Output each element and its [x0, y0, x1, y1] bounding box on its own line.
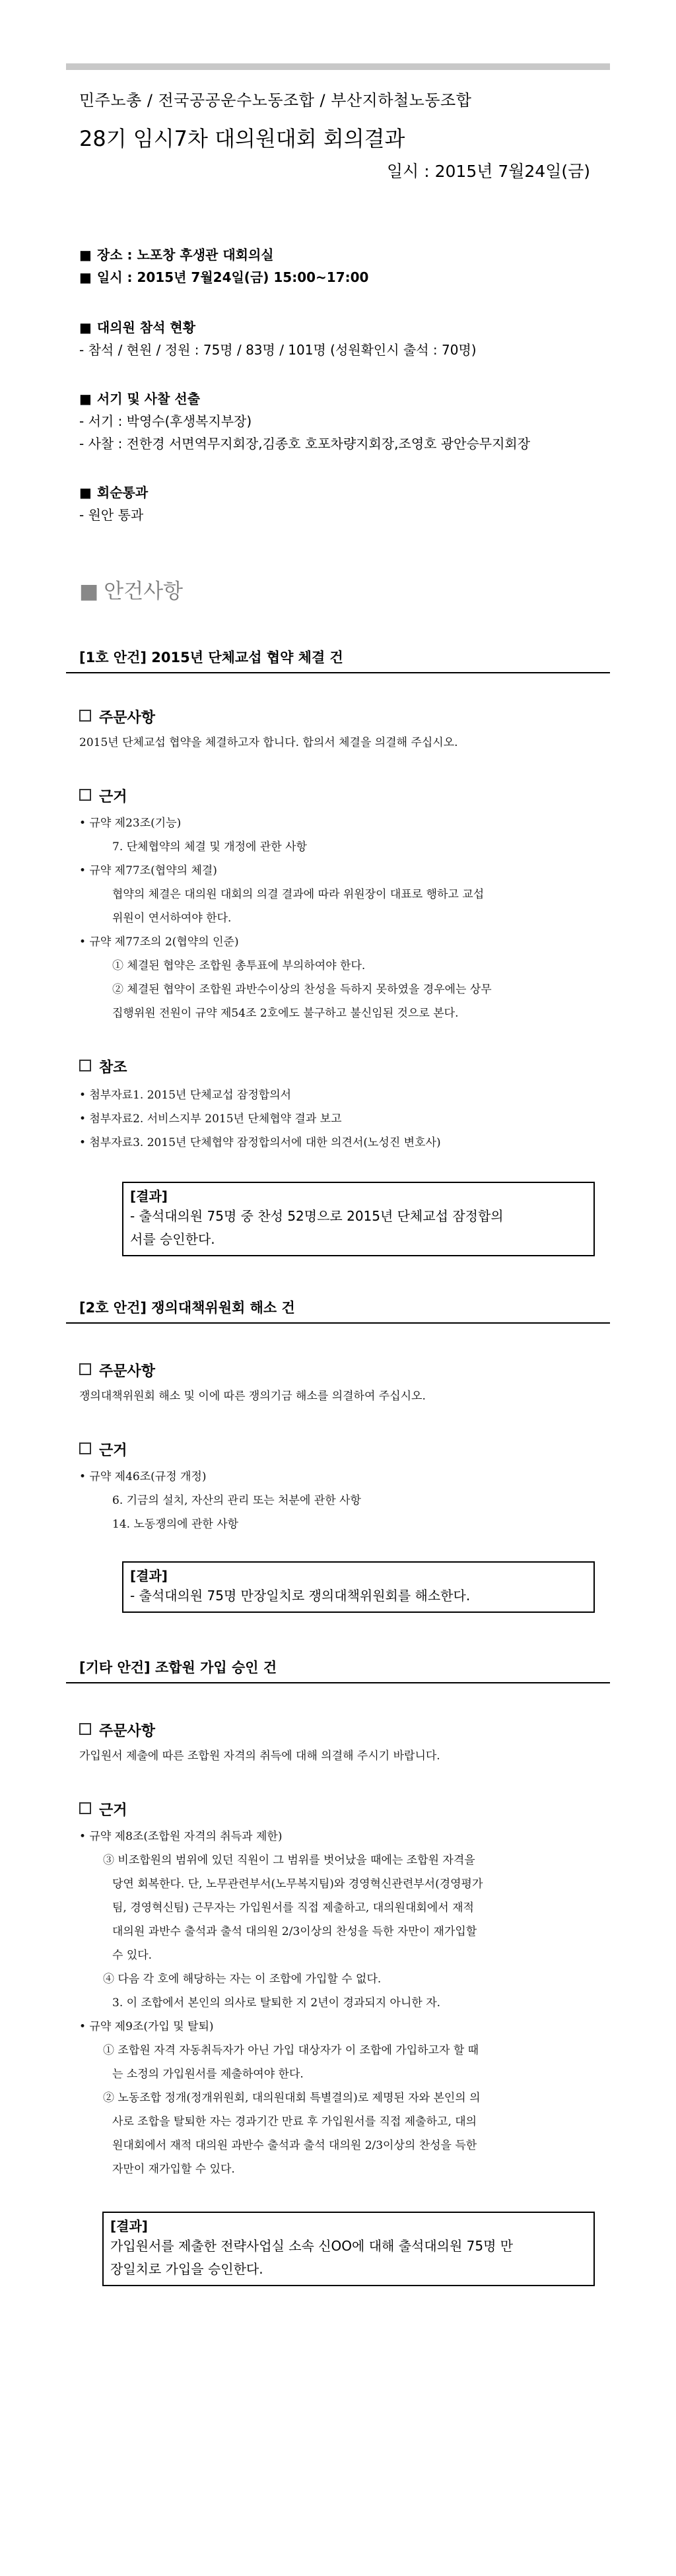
minutes-heading: ■ 회순통과 [79, 482, 148, 501]
info-time: ■ 일시 : 2015년 7월24일(금) 15:00~17:00 [79, 267, 368, 286]
secretary-text: - 서기 : 박영수(후생복지부장) [79, 413, 252, 429]
result-line: 장일치로 가입을 승인한다. [110, 2261, 263, 2277]
result-line: - 출석대의원 75명 만장일치로 쟁의대책위원회를 해소한다. [130, 1588, 471, 1604]
list-item: ① 조합원 자격 자동취득자가 아닌 가입 대상자가 이 조합에 가입하고자 할 때 [103, 2044, 479, 2057]
list-item: 는 소정의 가입원서를 제출하여야 한다. [112, 2068, 304, 2081]
agenda1-basis-heading: 근거 [79, 786, 127, 806]
list-item: 7. 단체협약의 체결 및 개정에 관한 사항 [112, 840, 307, 854]
agenda1-title: [1호 안건] 2015년 단체교섭 협약 체결 건 [79, 650, 343, 665]
result-title: [결과] [130, 1188, 168, 1204]
list-item: • 규약 제77조(협약의 체결) [79, 864, 217, 877]
attendance-text: - 참석 / 현원 / 정원 : 75명 / 83명 / 101명 (성원확인시 출석 : 70명) [79, 342, 477, 358]
agenda3-underline [66, 1682, 610, 1683]
list-item: 3. 이 조합에서 본인의 의사로 탈퇴한 지 2년이 경과되지 아니한 자. [112, 1996, 441, 2010]
agenda2-main-text: 쟁의대책위원회 해소 및 이에 따른 쟁의기금 해소를 의결하여 주십시오. [79, 1390, 426, 1403]
agenda1-underline [66, 672, 610, 673]
list-item: 대의원 과반수 출석과 출석 대의원 2/3이상의 찬성을 득한 자만이 재가입할 [112, 1925, 477, 1938]
inspector-text: - 사찰 : 전한경 서면역무지회장,김종호 호포차량지회장,조영호 광안승무지회장 [79, 436, 531, 452]
agenda1-ref-heading: 참조 [79, 1056, 127, 1077]
agenda3-result-box [102, 2212, 595, 2286]
result-line: - 출석대의원 75명 중 찬성 52명으로 2015년 단체교섭 잠정합의 [130, 1208, 504, 1224]
document-title: 28기 임시7차 대의원대회 회의결과 [79, 126, 405, 151]
agenda3-basis-heading: 근거 [79, 1799, 127, 1819]
list-item: • 첨부자료2. 서비스지부 2015년 단체협약 결과 보고 [79, 1112, 342, 1126]
agenda1-result-box [122, 1182, 595, 1256]
list-item: 집행위원 전원이 규약 제54조 2호에도 불구하고 불신임된 것으로 본다. [112, 1007, 459, 1020]
list-item: 팀, 경영혁신팀) 근무자는 가입원서를 직접 제출하고, 대의원대회에서 재적 [112, 1901, 474, 1915]
list-item: • 첨부자료1. 2015년 단체교섭 잠정합의서 [79, 1089, 292, 1102]
organization-line: 민주노총 / 전국공공운수노동조합 / 부산지하철노동조합 [79, 91, 472, 110]
result-title: [결과] [110, 2218, 148, 2234]
list-item: • 규약 제9조(가입 및 탈퇴) [79, 2020, 214, 2033]
result-line: 가입원서를 제출한 전략사업실 소속 신OO에 대해 출석대의원 75명 만 [110, 2238, 514, 2254]
agenda2-title: [2호 안건] 쟁의대책위원회 해소 건 [79, 1300, 295, 1316]
list-item: 위원이 연서하여야 한다. [112, 912, 232, 925]
list-item: ④ 다음 각 호에 해당하는 자는 이 조합에 가입할 수 없다. [103, 1973, 382, 1986]
agenda1-main-heading: 주문사항 [79, 706, 155, 727]
list-item: • 첨부자료3. 2015년 단체협약 잠정합의서에 대한 의견서(노성진 변호사) [79, 1136, 441, 1149]
agenda2-underline [66, 1322, 610, 1324]
election-heading: ■ 서기 및 사찰 선출 [79, 388, 200, 407]
list-item: 원대회에서 재적 대의원 과반수 출석과 출석 대의원 2/3이상의 찬성을 득한 [112, 2139, 477, 2152]
list-item: 사로 조합을 탈퇴한 자는 경과기간 만료 후 가입원서를 직접 제출하고, 대의 [112, 2115, 477, 2128]
list-item: 협약의 체결은 대의원 대회의 의결 결과에 따라 위원장이 대표로 행하고 교섭 [112, 888, 485, 901]
agenda2-result-box [122, 1561, 595, 1613]
list-item: ③ 비조합원의 범위에 있던 직원이 그 범위를 벗어났을 때에는 조합원 자격을 [103, 1854, 475, 1867]
agenda2-basis-heading: 근거 [79, 1439, 127, 1460]
agenda3-main-heading: 주문사항 [79, 1720, 155, 1740]
list-item: • 규약 제77조의 2(협약의 인준) [79, 935, 239, 949]
attendance-heading: ■ 대의원 참석 현황 [79, 317, 195, 336]
document-date: 일시 : 2015년 7월24일(금) [386, 162, 590, 181]
list-item: 자만이 재가입할 수 있다. [112, 2163, 235, 2176]
result-line: 서를 승인한다. [130, 1231, 215, 1247]
list-item: 6. 기금의 설치, 자산의 관리 또는 처분에 관한 사항 [112, 1494, 361, 1507]
result-title: [결과] [130, 1568, 168, 1584]
list-item: • 규약 제8조(조합원 자격의 취득과 제한) [79, 1830, 283, 1843]
list-item: 14. 노동쟁의에 관한 사항 [112, 1518, 239, 1531]
info-place: ■ 장소 : 노포창 후생관 대회의실 [79, 244, 274, 263]
list-item: 수 있다. [112, 1949, 152, 1962]
list-item: ① 체결된 협약은 조합원 총투표에 부의하여야 한다. [112, 959, 366, 972]
list-item: • 규약 제46조(규정 개정) [79, 1470, 207, 1483]
section-title: ■ 안건사항 [79, 580, 184, 603]
list-item: • 규약 제23조(기능) [79, 817, 182, 830]
list-item: ② 체결된 협약이 조합원 과반수이상의 찬성을 득하지 못하였을 경우에는 상무 [112, 983, 492, 996]
list-item: ② 노동조합 정개(정개위원회, 대의원대회 특별결의)로 제명된 자와 본인의 의 [103, 2091, 481, 2105]
header-rule [66, 63, 610, 70]
minutes-text: - 원안 통과 [79, 507, 144, 523]
agenda3-main-text: 가입원서 제출에 따른 조합원 자격의 취득에 대해 의결해 주시기 바랍니다. [79, 1749, 440, 1763]
list-item: 당연 회복한다. 단, 노무관련부서(노무복지팀)와 경영혁신관련부서(경영평가 [112, 1878, 483, 1891]
agenda2-main-heading: 주문사항 [79, 1360, 155, 1380]
agenda1-main-text: 2015년 단체교섭 협약을 체결하고자 합니다. 합의서 체결을 의결해 주십시오. [79, 736, 458, 749]
agenda3-title: [기타 안건] 조합원 가입 승인 건 [79, 1660, 277, 1676]
